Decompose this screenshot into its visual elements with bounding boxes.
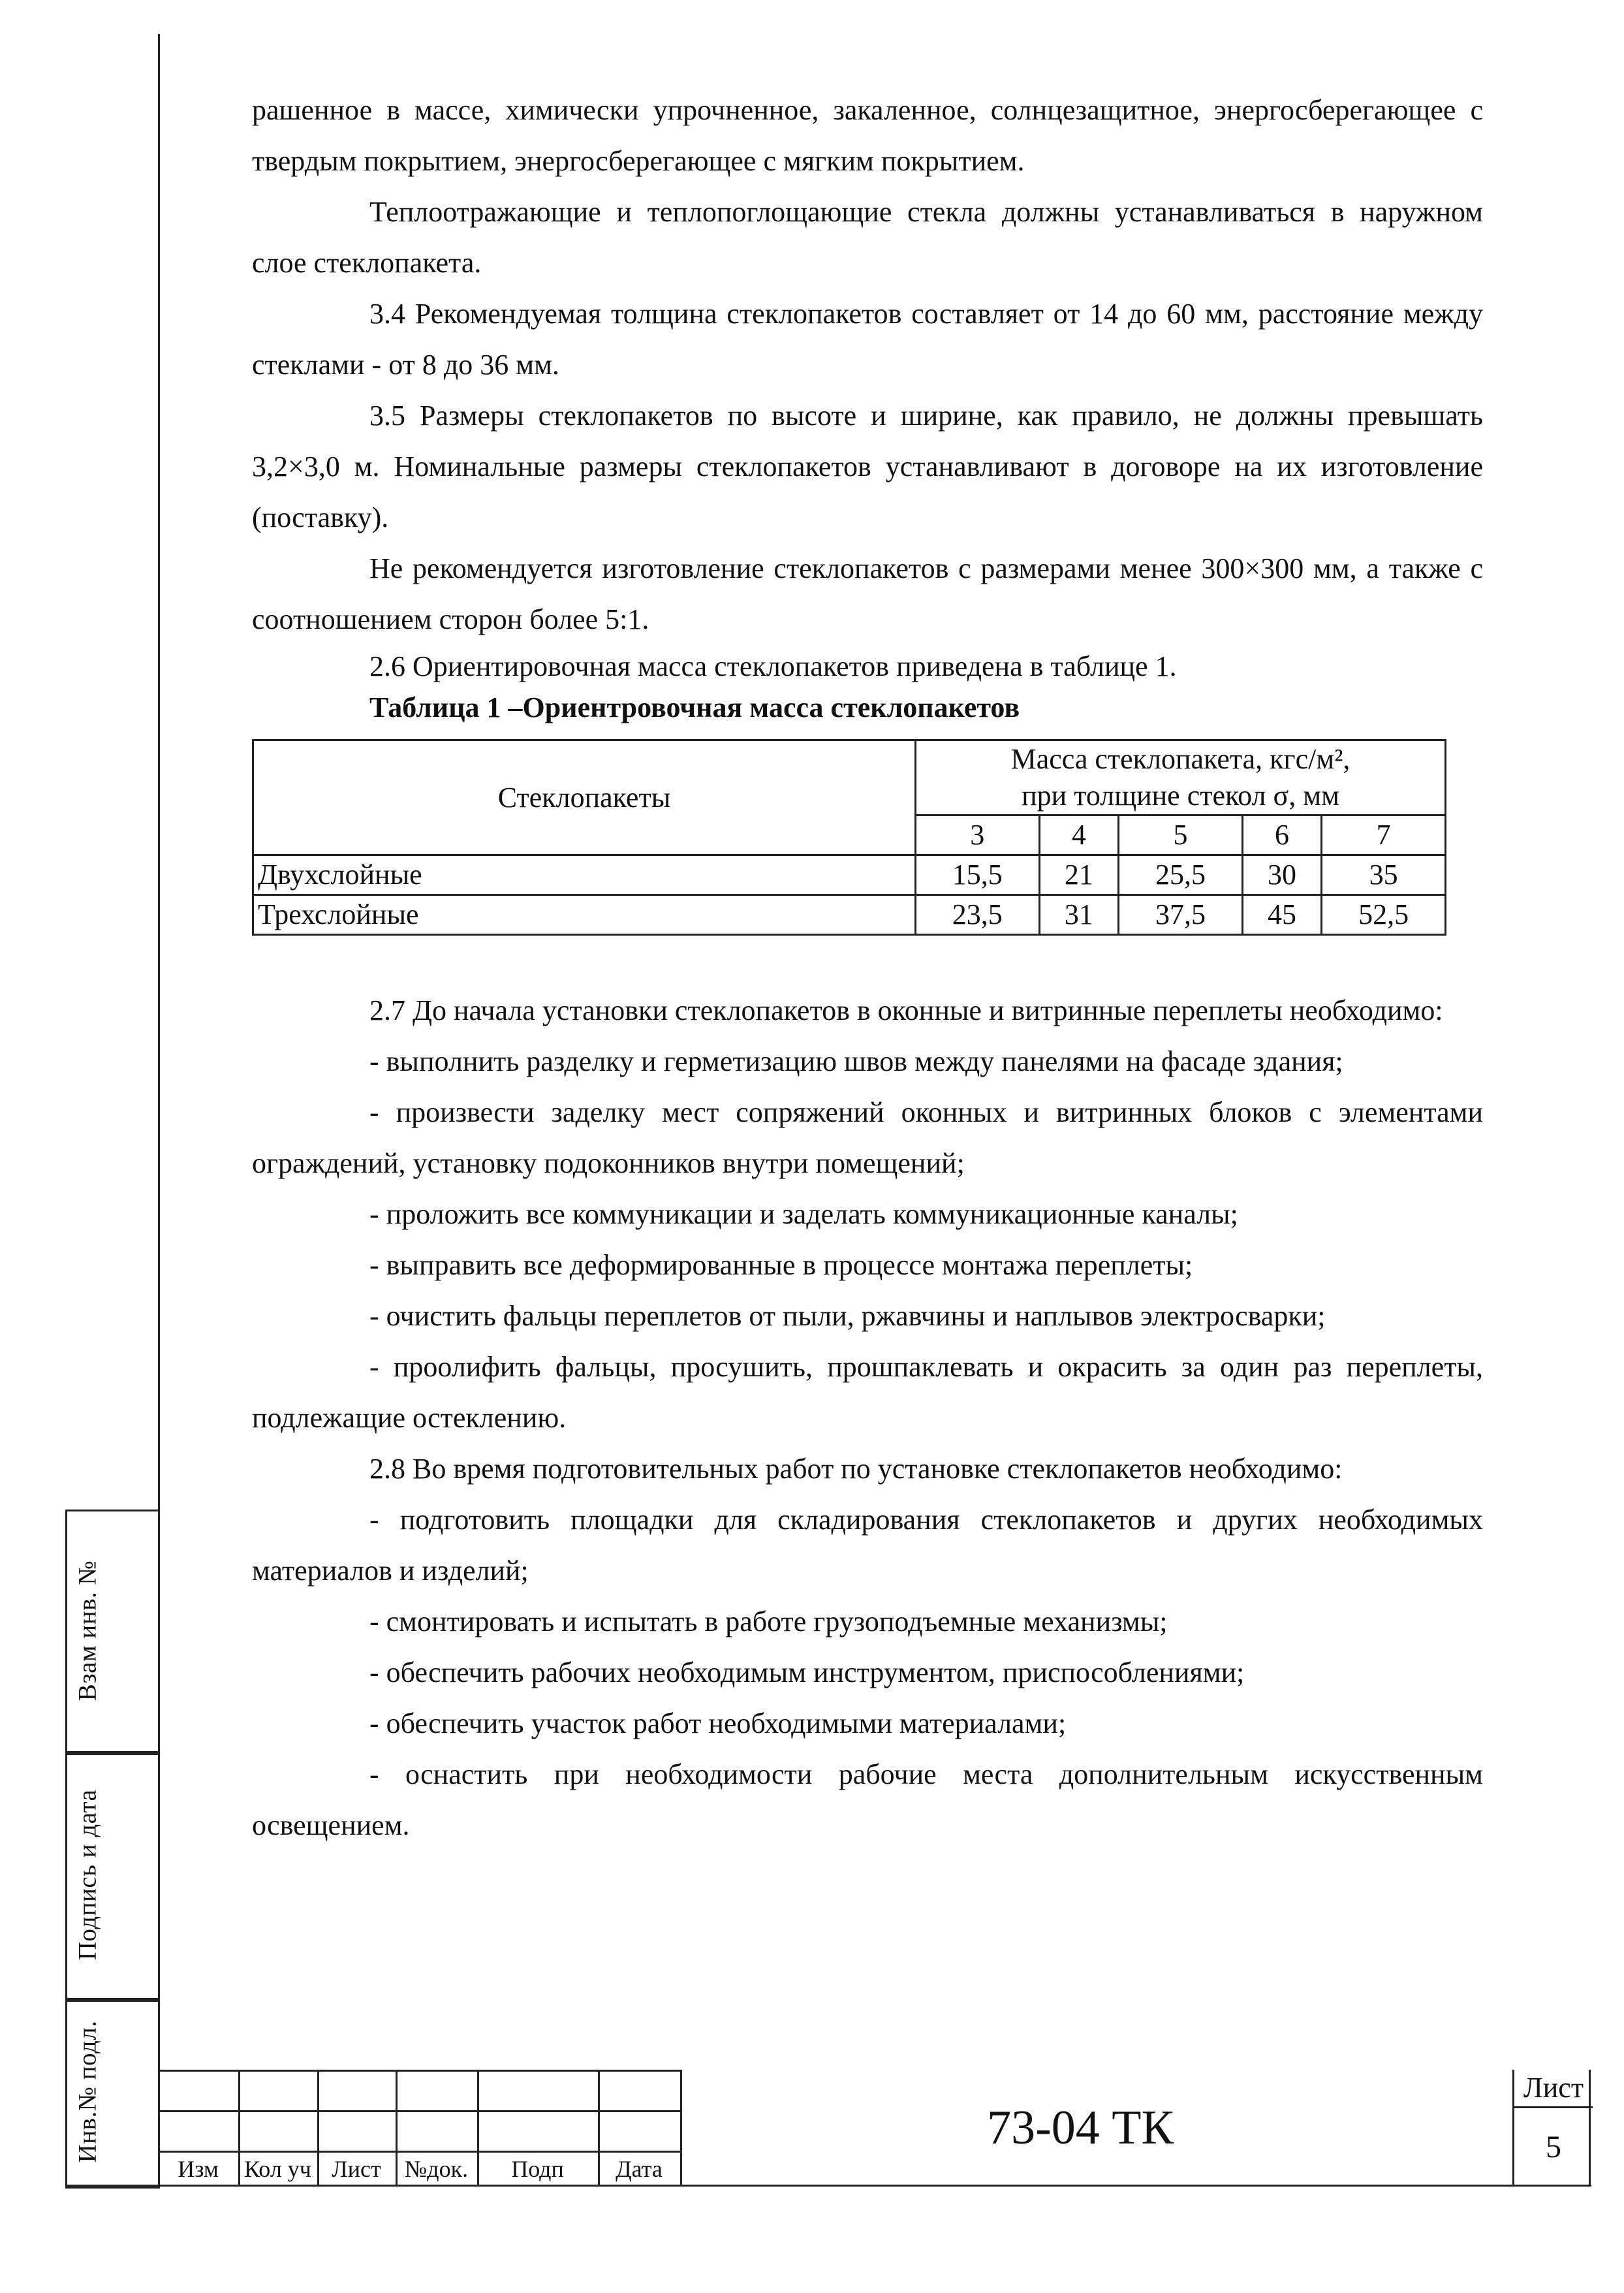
paragraph-2: Теплоотражающие и теплопоглощающие стекла должны устанавливаться в наружном слое стеклопакета.	[252, 196, 1483, 279]
table-row	[253, 855, 1446, 895]
document-code: 73-04 ТК	[680, 2070, 1478, 2186]
paragraph-2-6: 2.6 Ориентировочная масса стеклопакетов приведена в таблице 1.	[369, 650, 1177, 682]
paragraph-2-7: 2.7 До начала установки стеклопакетов в оконные и витринные переплеты необходимо:	[369, 994, 1443, 1026]
side-stamp-inv	[65, 1998, 110, 2185]
value-cell: 45	[1242, 895, 1322, 935]
sheet-label: Лист	[1514, 2070, 1593, 2108]
value-cell: 23,5	[916, 895, 1040, 935]
value-cell: 25,5	[1119, 855, 1243, 895]
list-item: - смонтировать и испытать в работе грузоподъемные механизмы;	[369, 1605, 1168, 1637]
tb-label-kol-uch: Кол уч	[244, 2156, 311, 2182]
title-block-labels	[158, 2152, 680, 2186]
tb-label-podp: Подп	[511, 2156, 564, 2182]
table-row	[253, 895, 1446, 935]
value-cell: 31	[1039, 895, 1119, 935]
tb-label-izm: Изм	[178, 2156, 219, 2182]
mass-table	[252, 739, 1446, 936]
value-cell: 30	[1242, 855, 1322, 895]
table-group-header	[916, 740, 1446, 815]
paragraph-1: рашенное в массе, химически упрочненное, закаленное, солнцезащитное, энергосберегающее с твердым покрытием, энергосберегающее с мягким покрытием.	[252, 94, 1483, 177]
thickness-cell: 5	[1119, 815, 1243, 855]
paragraph-3-5: 3.5 Размеры стеклопакетов по высоте и ширине, как правило, не должны превышать 3,2×3,0 м. Номинальные размеры стеклопакетов устанавливают в договоре на их изготовление (поставку).	[252, 400, 1483, 533]
value-cell: 52,5	[1322, 895, 1446, 935]
list-item: - выправить все деформированные в процессе монтажа переплеты;	[369, 1249, 1193, 1281]
thickness-cell: 7	[1322, 815, 1446, 855]
list-item: - проложить все коммуникации и заделать коммуникационные каналы;	[369, 1198, 1238, 1230]
list-item: - выполнить разделку и герметизацию швов между панелями на фасаде здания;	[369, 1045, 1343, 1077]
side-stamp-vzam-label: Взам инв. №	[73, 1560, 102, 1701]
paragraph-not-recommended: Не рекомендуется изготовление стеклопакетов с размерами менее 300×300 мм, а также с соотношением сторон более 5:1.	[252, 552, 1483, 635]
list-item: - обеспечить рабочих необходимым инструментом, приспособлениями;	[369, 1656, 1245, 1688]
paragraph-2-8: 2.8 Во время подготовительных работ по установке стеклопакетов необходимо:	[369, 1453, 1343, 1485]
tb-label-ndok: №док.	[404, 2156, 469, 2182]
value-cell: 37,5	[1119, 895, 1243, 935]
tb-label-list: Лист	[332, 2156, 381, 2182]
row-name: Трехслойные	[253, 895, 916, 935]
title-block	[158, 2070, 1591, 2186]
table-caption: Таблица 1 –Ориентровочная масса стеклопакетов	[369, 691, 1020, 723]
thickness-cell: 3	[916, 815, 1040, 855]
table-col-header-text: Стеклопакеты	[497, 781, 671, 814]
sheet-box	[1512, 2070, 1593, 2186]
value-cell: 35	[1322, 855, 1446, 895]
list-item: - проолифить фальцы, просушить, прошпаклевать и окрасить за один раз переплеты, подлежащие остеклению.	[252, 1351, 1483, 1434]
side-stamp-vzam	[65, 1510, 110, 1751]
row-name: Двухслойные	[253, 855, 916, 895]
table-group-header-line2: при толщине стекол σ, мм	[1022, 780, 1339, 812]
list-item: - произвести заделку мест сопряжений оконных и витринных блоков с элементами ограждений, установку подоконников внутри помещений;	[252, 1096, 1483, 1179]
paragraph-3-4: 3.4 Рекомендуемая толщина стеклопакетов составляет от 14 до 60 мм, расстояние между стеклами - от 8 до 36 мм.	[252, 298, 1483, 381]
body-text	[252, 85, 1483, 1851]
list-item: - оснастить при необходимости рабочие места дополнительным искусственным освещением.	[252, 1758, 1483, 1841]
sheet-number: 5	[1546, 2130, 1561, 2164]
thickness-cell: 4	[1039, 815, 1119, 855]
tb-label-data: Дата	[616, 2156, 663, 2182]
side-stamp-inv-label: Инв.№ подл.	[73, 2020, 102, 2162]
table-group-header-line1: Масса стеклопакета, кгс/м²,	[1010, 743, 1351, 775]
side-stamp-podpis	[65, 1751, 110, 1998]
list-item: - обеспечить участок работ необходимыми материалами;	[369, 1707, 1067, 1739]
table-col-header	[253, 740, 916, 855]
value-cell: 21	[1039, 855, 1119, 895]
thickness-cell: 6	[1242, 815, 1322, 855]
list-item: - очистить фальцы переплетов от пыли, ржавчины и наплывов электросварки;	[369, 1300, 1326, 1332]
value-cell: 15,5	[916, 855, 1040, 895]
side-stamp-podpis-label: Подпись и дата	[73, 1789, 102, 1960]
list-item: - подготовить площадки для складирования стеклопакетов и других необходимых материалов и изделий;	[252, 1504, 1483, 1587]
